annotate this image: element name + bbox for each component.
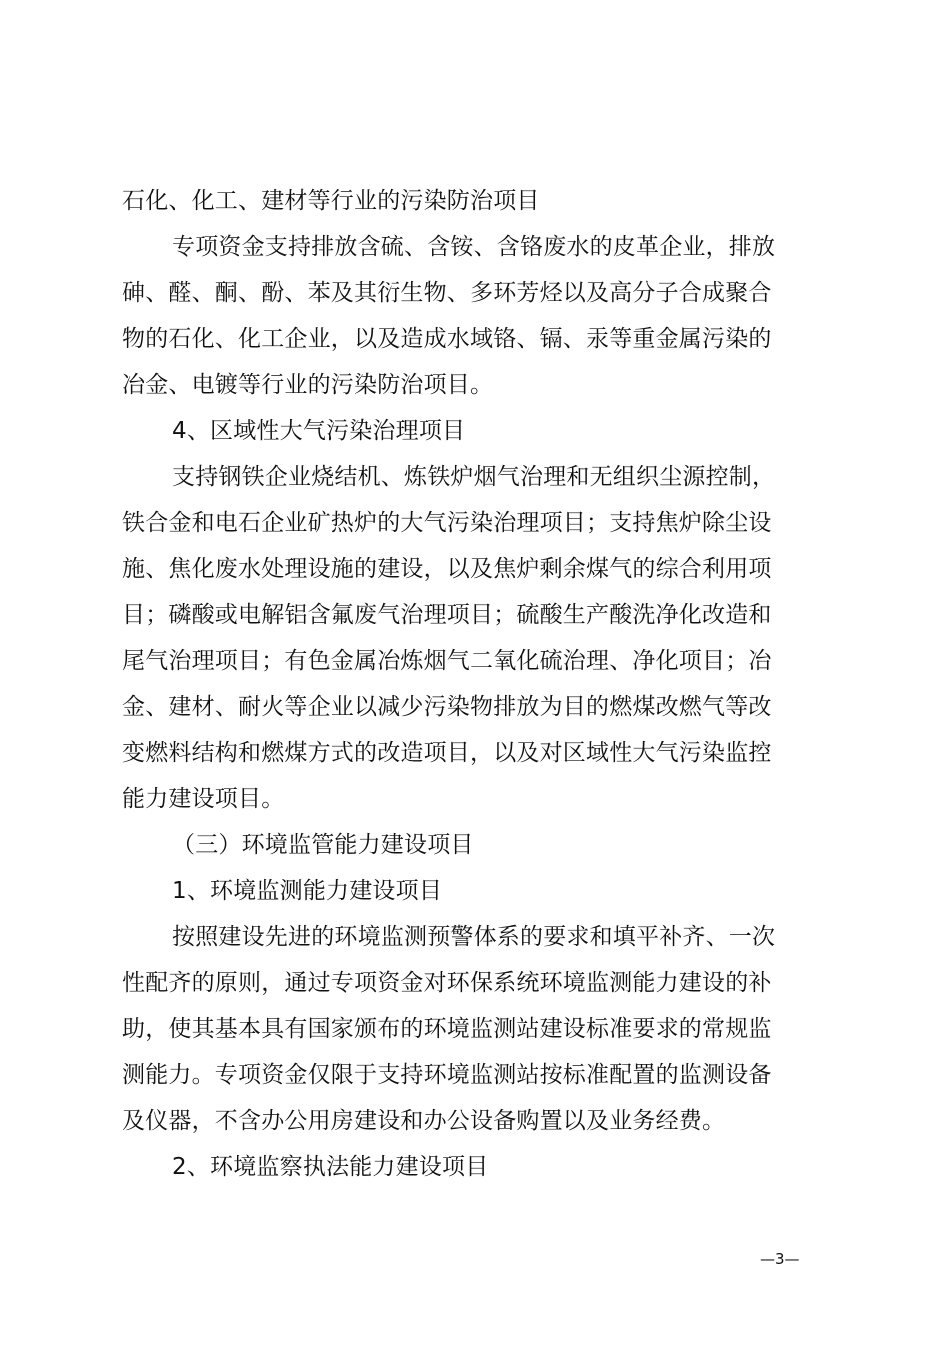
page-number: —3—: [760, 1250, 800, 1268]
text-line: 金、建材、耐火等企业以减少污染物排放为目的燃煤改燃气等改: [122, 694, 772, 720]
text-line: 助，使其基本具有国家颁布的环境监测站建设标准要求的常规监: [122, 1016, 772, 1042]
section-heading: 1、环境监测能力建设项目: [172, 878, 443, 904]
text-line: 铁合金和电石企业矿热炉的大气污染治理项目；支持焦炉除尘设: [122, 510, 772, 536]
text-line: 目；磷酸或电解铝含氟废气治理项目；硫酸生产酸洗净化改造和: [122, 602, 772, 628]
section-heading: 2、环境监察执法能力建设项目: [172, 1154, 489, 1180]
body-text: [122, 178, 776, 1190]
text-line: 支持钢铁企业烧结机、炼铁炉烟气治理和无组织尘源控制，: [172, 464, 776, 490]
text-line: 按照建设先进的环境监测预警体系的要求和填平补齐、一次: [172, 924, 776, 950]
text-line: 能力建设项目。: [122, 786, 285, 812]
text-line: 专项资金支持排放含硫、含铵、含铬废水的皮革企业，排放: [172, 234, 776, 260]
text-line: 及仪器，不含办公用房建设和办公设备购置以及业务经费。: [122, 1108, 726, 1134]
section-heading: 4、区域性大气污染治理项目: [172, 418, 466, 444]
text-line: 施、焦化废水处理设施的建设，以及焦炉剩余煤气的综合利用项: [122, 556, 772, 582]
text-line: 冶金、电镀等行业的污染防治项目。: [122, 372, 494, 398]
text-line: 砷、醛、酮、酚、苯及其衍生物、多环芳烃以及高分子合成聚合: [122, 280, 772, 306]
text-line: 物的石化、化工企业，以及造成水域铬、镉、汞等重金属污染的: [122, 326, 772, 352]
text-line: 石化、化工、建材等行业的污染防治项目: [122, 188, 540, 214]
section-heading: （三）环境监管能力建设项目: [172, 832, 474, 858]
text-line: 测能力。专项资金仅限于支持环境监测站按标准配置的监测设备: [122, 1062, 772, 1088]
text-line: 变燃料结构和燃煤方式的改造项目，以及对区域性大气污染监控: [122, 740, 772, 766]
text-line: 性配齐的原则，通过专项资金对环保系统环境监测能力建设的补: [122, 970, 772, 996]
text-line: 尾气治理项目；有色金属冶炼烟气二氧化硫治理、净化项目；冶: [122, 648, 772, 674]
